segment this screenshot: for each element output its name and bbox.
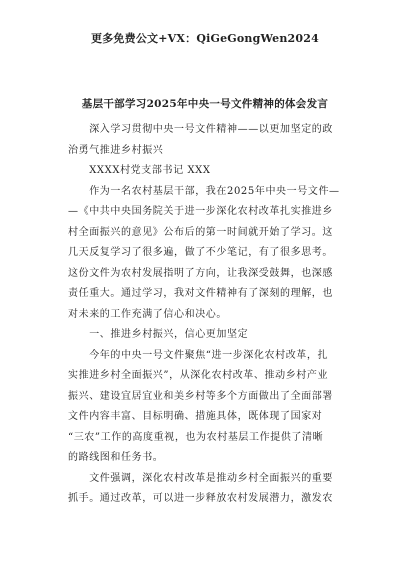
text-line: 责任重大。通过学习，我对文件精神有了深刻的理解，也 — [68, 288, 333, 299]
document-body — [68, 120, 352, 510]
text-line: 文件内容丰富、目标明确、措施具体，既体现了国家对 — [68, 411, 323, 422]
text-line: 振兴、建设宜居宜业和美乡村等多个方面做出了全面部署 — [68, 390, 333, 402]
text-line: “三农”工作的高度重视，也为农村基层工作提供了清晰 — [68, 431, 324, 443]
text-line: 抓手。通过改革，可以进一步释放农村发展潜力，激发农 — [68, 493, 333, 504]
author-line: XXXX村党支部书记 XXX — [68, 165, 211, 176]
page-title: 基层干部学习2025年中央一号文件精神的体会发言 — [81, 98, 329, 110]
text-line: —《中共中央国务院关于进一步深化农村改革扎实推进乡 — [68, 206, 333, 217]
header-watermark: 更多免费公文+VX：QiGeGongWen2024 — [91, 32, 319, 45]
text-line: 深入学习贯彻中央一号文件精神——以更加坚定的政 — [68, 124, 333, 135]
text-line: 村全面振兴的意见》公布后的第一时间就开始了学习。这 — [68, 226, 333, 238]
text-line: 实推进乡村全面振兴”，从深化农村改革、推动乡村产业 — [68, 370, 329, 381]
text-line: 作为一名农村基层干部，我在2025年中央一号文件— — [68, 185, 340, 197]
text-line: 今年的中央一号文件聚焦“进一步深化农村改革，扎 — [68, 349, 329, 361]
text-line: 治勇气推进乡村振兴 — [68, 144, 164, 156]
text-line: 这份文件为农村发展指明了方向，让我深受鼓舞，也深感 — [68, 267, 333, 279]
text-line: 的路线图和任务书。 — [68, 452, 164, 463]
text-line: 几天反复学习了很多遍，做了不少笔记，有了很多思考。 — [68, 247, 333, 258]
section-heading: 一、推进乡村振兴，信心更加坚定 — [68, 329, 249, 340]
text-line: 文件强调，深化农村改革是推动乡村全面振兴的重要 — [68, 472, 333, 484]
text-line: 对未来的工作充满了信心和决心。 — [68, 308, 227, 320]
